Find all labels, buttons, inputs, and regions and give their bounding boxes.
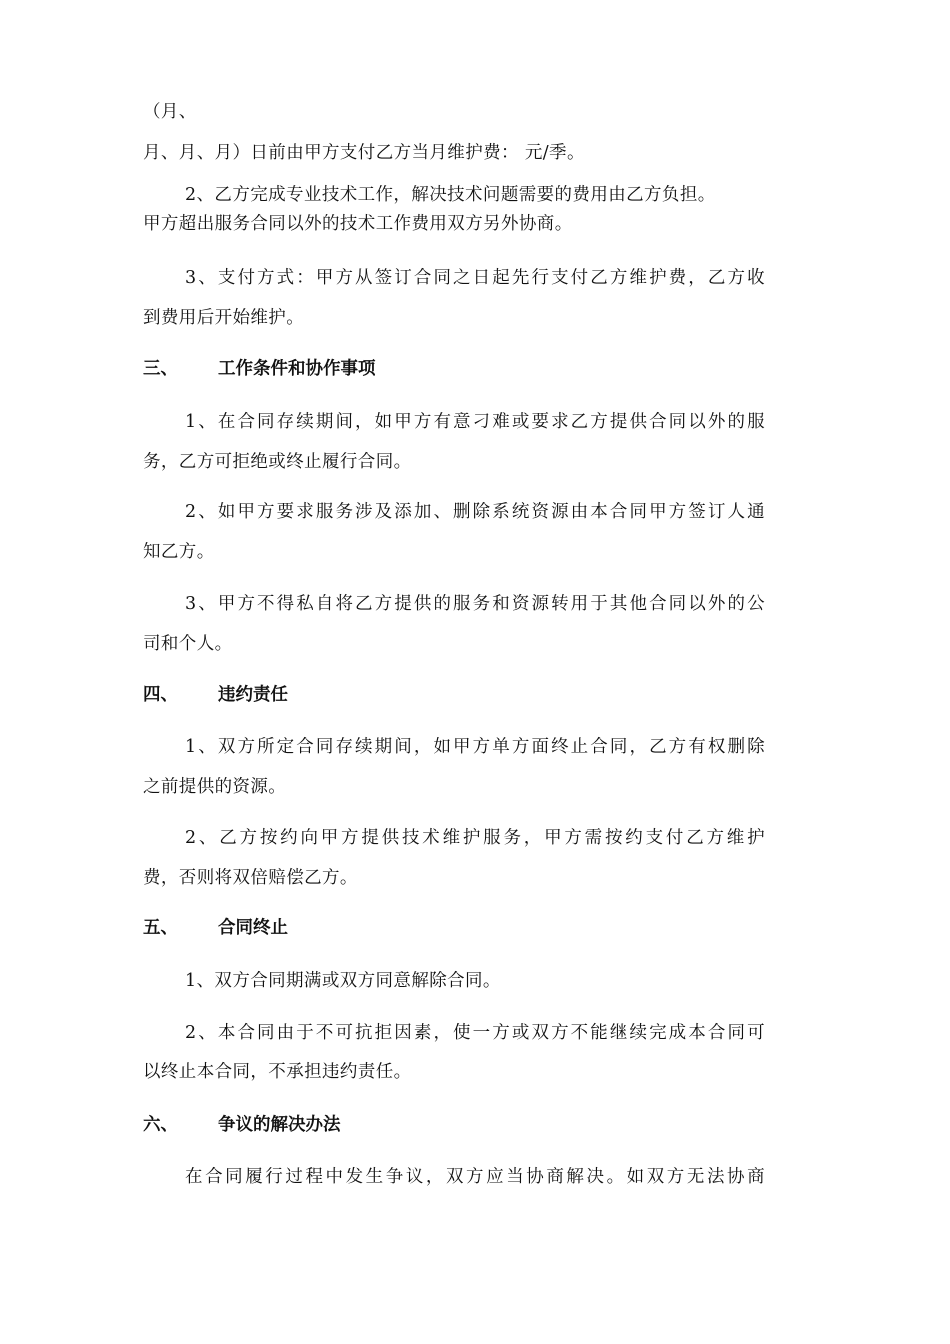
section-heading-6 bbox=[143, 1113, 443, 1137]
text-line: 月、月、月）日前由甲方支付乙方当月维护费： 元/季。 bbox=[143, 143, 585, 163]
section-title: 工作条件和协作事项 bbox=[218, 359, 376, 379]
text-line: 以终止本合同，不承担违约责任。 bbox=[143, 1062, 412, 1082]
text-line: 1、双方合同期满或双方同意解除合同。 bbox=[185, 971, 501, 991]
section-number: 五、 bbox=[143, 918, 178, 938]
section-title: 合同终止 bbox=[218, 918, 288, 938]
text-line: 到费用后开始维护。 bbox=[143, 308, 305, 328]
section-title: 违约责任 bbox=[218, 685, 288, 705]
section-heading-3 bbox=[143, 357, 443, 381]
text-line: 2、乙方完成专业技术工作，解决技术问题需要的费用由乙方负担。 bbox=[185, 185, 716, 205]
text-line: 1、在合同存续期间，如甲方有意刁难或要求乙方提供合同以外的服 bbox=[185, 412, 765, 432]
section-heading-5 bbox=[143, 916, 443, 940]
text-line: 司和个人。 bbox=[143, 634, 233, 654]
text-line: 费，否则将双倍赔偿乙方。 bbox=[143, 868, 358, 888]
section-number: 三、 bbox=[143, 359, 178, 379]
text-line: 之前提供的资源。 bbox=[143, 777, 287, 797]
text-line: 3、支付方式：甲方从签订合同之日起先行支付乙方维护费，乙方收 bbox=[185, 268, 765, 288]
text-line: 务，乙方可拒绝或终止履行合同。 bbox=[143, 452, 412, 472]
text-line: 3、甲方不得私自将乙方提供的服务和资源转用于其他合同以外的公 bbox=[185, 594, 765, 614]
text-line: 2、本合同由于不可抗拒因素，使一方或双方不能继续完成本合同可 bbox=[185, 1023, 765, 1043]
text-line: 知乙方。 bbox=[143, 542, 215, 562]
section-title: 争议的解决办法 bbox=[218, 1115, 341, 1135]
section-heading-4 bbox=[143, 683, 443, 707]
text-line: 1、双方所定合同存续期间，如甲方单方面终止合同，乙方有权删除 bbox=[185, 737, 765, 757]
text-line: 2、如甲方要求服务涉及添加、删除系统资源由本合同甲方签订人通 bbox=[185, 502, 765, 522]
section-number: 四、 bbox=[143, 685, 178, 705]
text-line: 甲方超出服务合同以外的技术工作费用双方另外协商。 bbox=[143, 214, 573, 234]
text-line: （月、 bbox=[143, 102, 197, 122]
text-line: 2、乙方按约向甲方提供技术维护服务，甲方需按约支付乙方维护 bbox=[185, 828, 765, 848]
text-line: 在合同履行过程中发生争议，双方应当协商解决。如双方无法协商 bbox=[185, 1167, 765, 1187]
section-number: 六、 bbox=[143, 1115, 178, 1135]
